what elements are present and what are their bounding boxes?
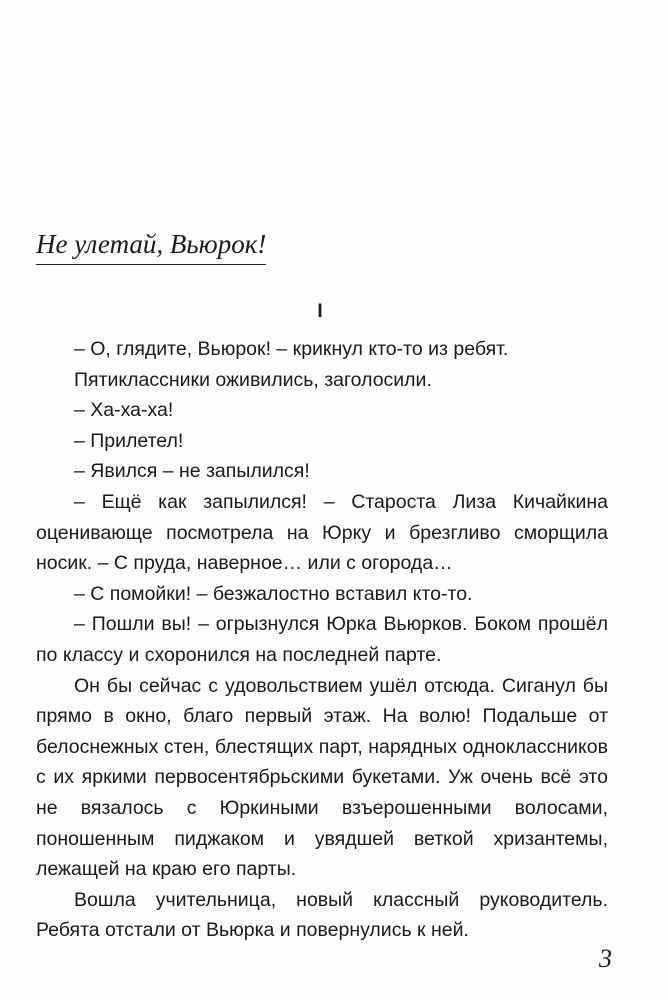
paragraph: – С помойки! – безжалостно вставил кто-то.: [74, 582, 473, 605]
paragraph: – Пошли вы! – огрызнулся Юрка Вьюрков. Боком прошёл по классу и схоронился на последней парте.: [36, 613, 608, 666]
chapter-title: Не улетай, Вьюрок!: [36, 228, 266, 265]
paragraph: Он бы сейчас с удовольствием ушёл отсюда. Сиганул бы прямо в окно, благо первый этаж. На волю! Подальше от белоснежных стен, блестящих парт, нарядных одноклассников с их яркими первосентябрьскими букетами. Уж очень всё это не вязалось с Юркиными взъерошенными волосами, поношенным пиджаком и увядшей веткой хризантемы, лежащей на краю его парты.: [36, 674, 608, 881]
page-number: 3: [599, 944, 612, 973]
paragraph: Пятиклассники оживились, заголосили.: [74, 368, 432, 391]
paragraph: – О, глядите, Вьюрок! – крикнул кто-то из ребят.: [74, 338, 509, 360]
paragraph: – Прилетел!: [74, 429, 184, 452]
paragraph: – Ха-ха-ха!: [74, 399, 174, 422]
paragraph: Вошла учительница, новый классный руководитель. Ребята отстали от Вьюрка и повернулись к ней.: [36, 888, 608, 942]
section-number: I: [317, 301, 323, 322]
body-text: [36, 334, 608, 946]
paragraph: – Ещё как запылился! – Староста Лиза Кичайкина оценивающе посмотрела на Юрку и брезгливо сморщила носик. – С пруда, наверное… или с огорода…: [36, 490, 608, 575]
paragraph: – Явился – не запылился!: [74, 460, 310, 483]
